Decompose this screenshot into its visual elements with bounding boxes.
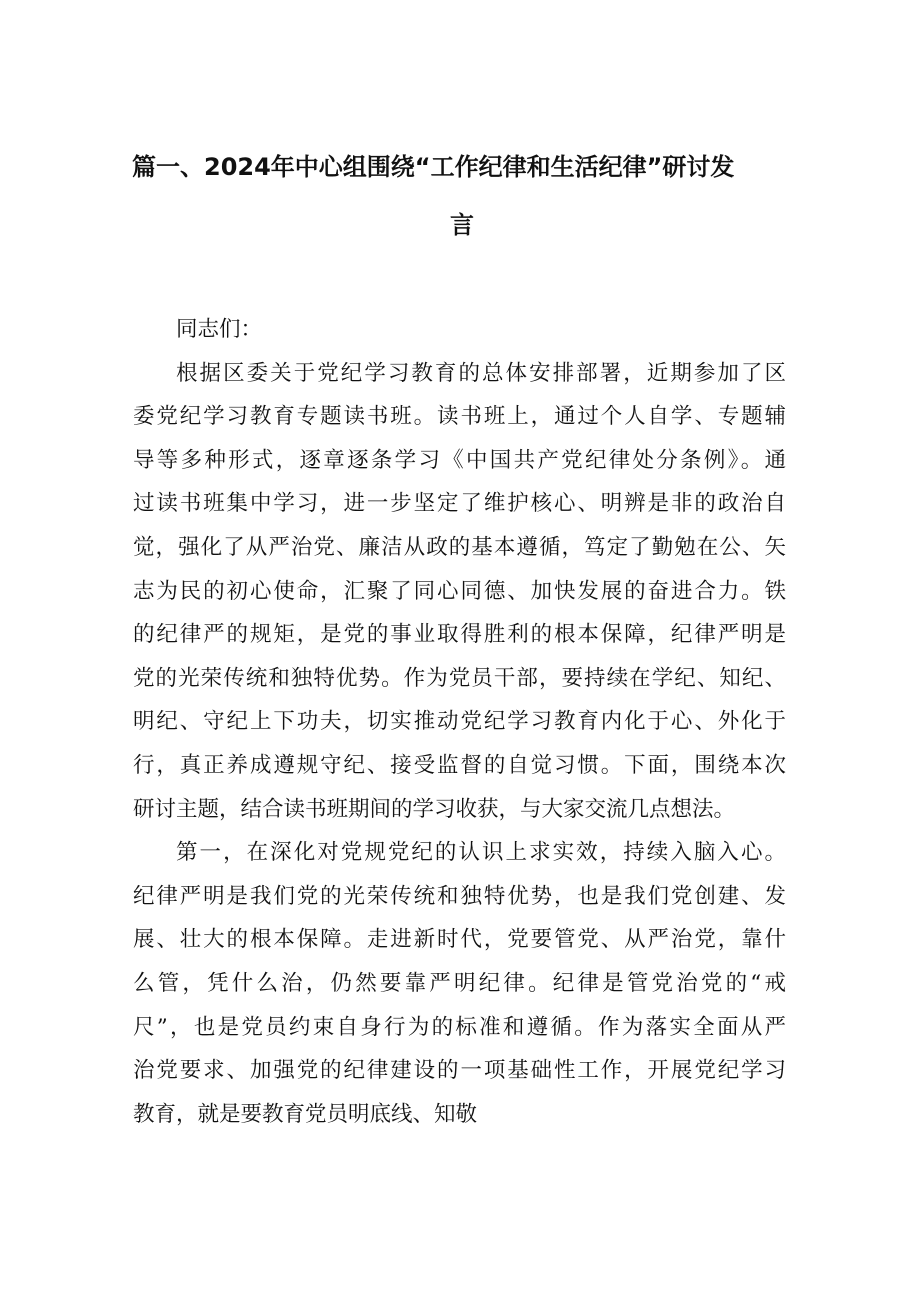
paragraph-line: 研讨主题，结合读书班期间的学习收获，与大家交流几点想法。 bbox=[133, 796, 736, 822]
document-body bbox=[133, 308, 786, 1136]
paragraph-1 bbox=[133, 352, 786, 832]
paragraph-line: 过读书班集中学习，进一步坚定了维护核心、明辨是非的政治自 bbox=[133, 491, 786, 517]
paragraph-line: 根据区委关于党纪学习教育的总体安排部署，近期参加了区 bbox=[176, 360, 786, 386]
paragraph-line: 委党纪学习教育专题读书班。读书班上，通过个人自学、专题辅 bbox=[133, 404, 786, 430]
paragraph-line: 党的光荣传统和独特优势。作为党员干部，要持续在学纪、知纪、 bbox=[133, 665, 786, 691]
title-line-2: 言 bbox=[450, 211, 474, 239]
paragraph-line: 导等多种形式，逐章逐条学习《中国共产党纪律处分条例》。通 bbox=[133, 447, 786, 473]
paragraph-line: 行，真正养成遵规守纪、接受监督的自觉习惯。下面，围绕本次 bbox=[133, 752, 786, 778]
paragraph-line: 展、壮大的根本保障。走进新时代，党要管党、从严治党，靠什 bbox=[133, 927, 786, 953]
document-title bbox=[132, 138, 792, 254]
paragraph-line: 第一，在深化对党规党纪的认识上求实效，持续入脑入心。 bbox=[176, 840, 786, 866]
title-line-1: 篇一、2024年中心组围绕“工作纪律和生活纪律”研讨发 bbox=[132, 153, 735, 181]
paragraph-line: 尺”，也是党员约束自身行为的标准和遵循。作为落实全面从严 bbox=[133, 1014, 786, 1040]
paragraph-line: 志为民的初心使命，汇聚了同心同德、加快发展的奋进合力。铁 bbox=[133, 578, 786, 604]
paragraph-line: 纪律严明是我们党的光荣传统和独特优势，也是我们党创建、发 bbox=[133, 883, 786, 909]
paragraph-line: 么管，凭什么治，仍然要靠严明纪律。纪律是管党治党的“戒 bbox=[133, 970, 786, 996]
paragraph-line: 教育，就是要教育党员明底线、知敬 bbox=[133, 1101, 478, 1127]
salutation: 同志们： bbox=[176, 317, 263, 342]
paragraph-line: 治党要求、加强党的纪律建设的一项基础性工作，开展党纪学习 bbox=[133, 1058, 786, 1084]
paragraph-line: 的纪律严的规矩，是党的事业取得胜利的根本保障，纪律严明是 bbox=[133, 622, 786, 648]
paragraph-line: 明纪、守纪上下功夫，切实推动党纪学习教育内化于心、外化于 bbox=[133, 709, 786, 735]
paragraph-2 bbox=[133, 831, 786, 1136]
paragraph-line: 觉，强化了从严治党、廉洁从政的基本遵循，笃定了勤勉在公、矢 bbox=[133, 534, 786, 560]
